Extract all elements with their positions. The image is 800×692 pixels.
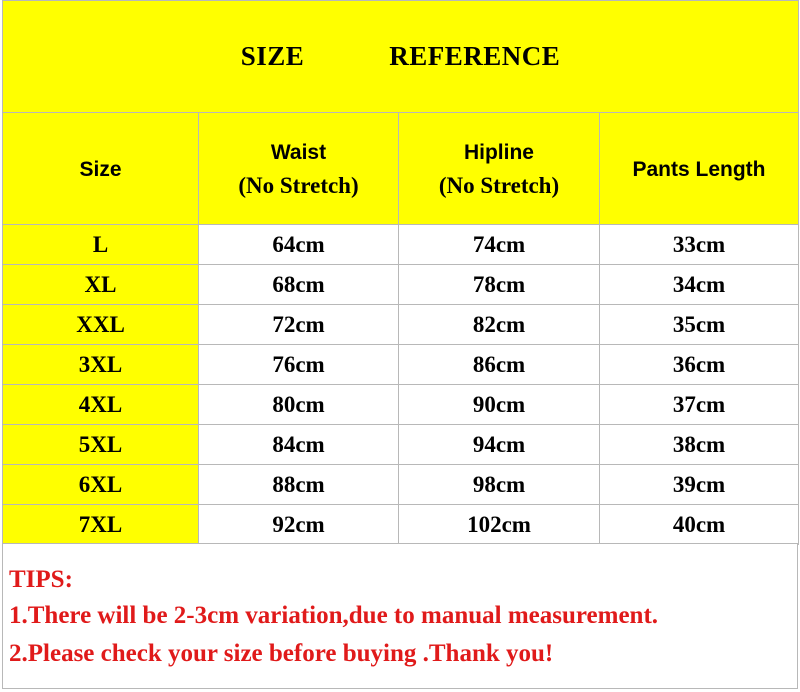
size-cell: 4XL xyxy=(3,385,199,425)
table-row xyxy=(3,385,799,425)
header-row xyxy=(3,113,799,225)
size-cell: XL xyxy=(3,265,199,305)
measurement-cell: 86cm xyxy=(399,345,600,385)
measurement-cell: 88cm xyxy=(199,465,399,505)
measurement-cell: 84cm xyxy=(199,425,399,465)
size-cell: 5XL xyxy=(3,425,199,465)
measurement-cell: 36cm xyxy=(600,345,799,385)
tips-line-2: 2.Please check your size before buying .Thank you! xyxy=(9,640,554,667)
header-waist: Waist (No Stretch) xyxy=(199,113,399,225)
size-cell: 3XL xyxy=(3,345,199,385)
measurement-cell: 80cm xyxy=(199,385,399,425)
table-row xyxy=(3,345,799,385)
size-cell: 6XL xyxy=(3,465,199,505)
measurement-cell: 76cm xyxy=(199,345,399,385)
header-pants-length: Pants Length xyxy=(600,113,799,225)
measurement-cell: 90cm xyxy=(399,385,600,425)
measurement-cell: 40cm xyxy=(600,505,799,545)
tips-line-1: 1.There will be 2-3cm variation,due to manual measurement. xyxy=(9,602,659,629)
measurement-cell: 102cm xyxy=(399,505,600,545)
measurement-cell: 39cm xyxy=(600,465,799,505)
table-row xyxy=(3,265,799,305)
table-row xyxy=(3,225,799,265)
measurement-cell: 34cm xyxy=(600,265,799,305)
measurement-cell: 33cm xyxy=(600,225,799,265)
measurement-cell: 37cm xyxy=(600,385,799,425)
tips-heading: TIPS: xyxy=(9,566,73,593)
measurement-cell: 72cm xyxy=(199,305,399,345)
table-row xyxy=(3,505,799,545)
header-size: Size xyxy=(3,113,199,225)
measurement-cell: 94cm xyxy=(399,425,600,465)
measurement-cell: 74cm xyxy=(399,225,600,265)
size-reference-table xyxy=(2,0,799,545)
measurement-cell: 98cm xyxy=(399,465,600,505)
size-cell: 7XL xyxy=(3,505,199,545)
size-cell: L xyxy=(3,225,199,265)
measurement-cell: 82cm xyxy=(399,305,600,345)
measurement-cell: 92cm xyxy=(199,505,399,545)
tips-box xyxy=(2,543,798,689)
measurement-cell: 68cm xyxy=(199,265,399,305)
table-row xyxy=(3,305,799,345)
title-row xyxy=(3,1,799,113)
header-hipline: Hipline (No Stretch) xyxy=(399,113,600,225)
measurement-cell: 38cm xyxy=(600,425,799,465)
measurement-cell: 35cm xyxy=(600,305,799,345)
table-row xyxy=(3,425,799,465)
table-row xyxy=(3,465,799,505)
measurement-cell: 64cm xyxy=(199,225,399,265)
size-cell: XXL xyxy=(3,305,199,345)
measurement-cell: 78cm xyxy=(399,265,600,305)
table-title: SIZE REFERENCE xyxy=(3,1,799,113)
